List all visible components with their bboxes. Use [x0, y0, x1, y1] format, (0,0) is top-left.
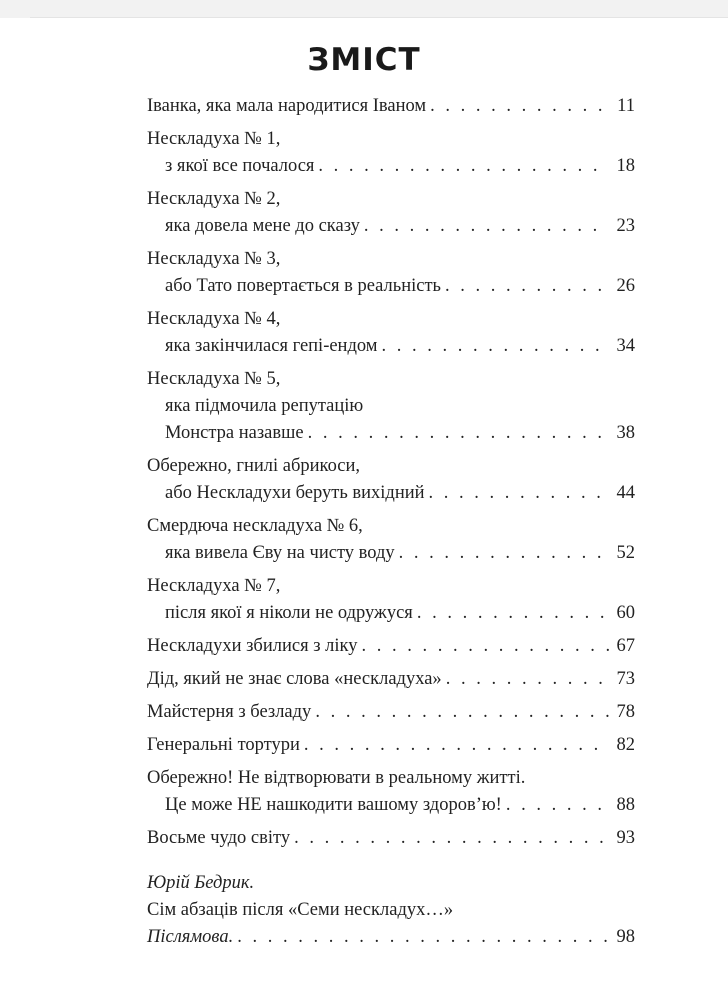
toc-entry-line [147, 699, 635, 726]
afterword-page-number: 98 [616, 927, 635, 947]
toc-entry-text: яка закінчилася гепі-ендом [165, 336, 378, 356]
toc-entry-line [147, 573, 635, 600]
leader-dots [399, 540, 609, 567]
toc-entry-text: Монстра назавше [165, 423, 304, 443]
toc-entry-text: Восьме чудо світу [147, 828, 291, 848]
section-spacer [147, 858, 635, 870]
toc-entry-text: Генеральні тортури [147, 735, 300, 755]
toc-entry-text: або Нескладухи беруть вихідний [165, 483, 425, 503]
toc-entry-line [147, 213, 635, 240]
toc-entry[interactable] [147, 366, 635, 447]
toc-page-number: 82 [616, 735, 635, 755]
toc-entry-text: Іванка, яка мала народитися Іваном [147, 96, 427, 116]
toc-entry-text: або Тато повертається в реальність [165, 276, 441, 296]
toc-entry-text: Обережно, гнилі абрикоси, [147, 456, 361, 476]
toc-entry-line [147, 453, 635, 480]
toc-entry-text: Нескладуха № 7, [147, 576, 281, 596]
toc-entry-text: Нескладуха № 3, [147, 249, 281, 269]
toc-entry-text: з якої все почалося [165, 156, 315, 176]
toc-entry-line [147, 333, 635, 360]
toc-page-number: 18 [616, 156, 635, 176]
toc-page-number: 34 [616, 336, 635, 356]
leader-dots [381, 333, 609, 360]
toc-entry-text: Нескладуха № 4, [147, 309, 281, 329]
leader-dots [429, 480, 609, 507]
toc-page-number: 11 [617, 96, 635, 116]
afterword-label: Післямова. [147, 927, 234, 947]
afterword-subtitle-line [147, 897, 635, 924]
toc-page-number: 26 [616, 276, 635, 296]
toc-page-number: 73 [616, 669, 635, 689]
leader-dots [362, 633, 610, 660]
toc-entry[interactable] [147, 126, 635, 180]
leader-dots [304, 732, 609, 759]
toc-page-number: 60 [616, 603, 635, 623]
leader-dots [417, 600, 609, 627]
leader-dots [506, 792, 609, 819]
toc-entry[interactable] [147, 765, 635, 819]
toc-entry[interactable] [147, 246, 635, 300]
toc-entry[interactable] [147, 699, 635, 726]
toc-entry[interactable] [147, 666, 635, 693]
toc-entry-text: Обережно! Не відтворювати в реальному житті. [147, 768, 526, 788]
toc-entry[interactable] [147, 633, 635, 660]
toc-entry-line [147, 93, 635, 120]
toc-entry-text: Дід, який не знає слова «нескладуха» [147, 669, 442, 689]
toc-entry-text: Майстерня з безладу [147, 702, 312, 722]
toc-entry-line [147, 273, 635, 300]
toc-entry-text: після якої я ніколи не одружуся [165, 603, 413, 623]
toc-entry[interactable] [147, 453, 635, 507]
toc-page-number: 93 [616, 828, 635, 848]
toc-entry-line [147, 366, 635, 393]
leader-dots [318, 153, 609, 180]
toc-entry-line [147, 633, 635, 660]
toc-entry-line [147, 480, 635, 507]
toc-entry[interactable] [147, 825, 635, 852]
toc-entry-text: Смердюча нескладуха № 6, [147, 516, 363, 536]
toc-entry-line [147, 420, 635, 447]
leader-dots [237, 924, 609, 951]
toc-entry-text: Нескладуха № 2, [147, 189, 281, 209]
leader-dots [446, 666, 609, 693]
toc-entry-line [147, 186, 635, 213]
leader-dots [294, 825, 609, 852]
toc-page-number: 44 [616, 483, 635, 503]
toc-entry-text: яка довела мене до сказу [165, 216, 360, 236]
toc-entry-line [147, 126, 635, 153]
leader-dots [364, 213, 609, 240]
toc-entry-line [147, 306, 635, 333]
leader-dots [315, 699, 609, 726]
toc-page-number: 67 [616, 636, 635, 656]
toc-entry-line [147, 153, 635, 180]
toc-entry-line [147, 513, 635, 540]
table-of-contents [147, 93, 635, 957]
toc-entry-line [147, 732, 635, 759]
toc-entry-text: яка вивела Єву на чисту воду [165, 543, 395, 563]
afterword-label-line [147, 924, 635, 951]
leader-dots [445, 273, 609, 300]
afterword-author-line [147, 870, 635, 897]
toc-page-number: 78 [616, 702, 635, 722]
leader-dots [308, 420, 609, 447]
leader-dots [430, 93, 609, 120]
toc-entry-text: Нескладухи збилися з ліку [147, 636, 358, 656]
toc-entry-line [147, 246, 635, 273]
toc-entries [147, 93, 635, 852]
toc-entry-line [147, 540, 635, 567]
toc-entry-line [147, 792, 635, 819]
toc-entry-text: Це може НЕ нашкодити вашому здоров’ю! [165, 795, 502, 815]
toc-entry-line [147, 666, 635, 693]
toc-page-number: 23 [616, 216, 635, 236]
page-title: ЗМІСТ [307, 42, 421, 78]
toc-entry[interactable] [147, 732, 635, 759]
toc-page-number: 88 [616, 795, 635, 815]
toc-entry[interactable] [147, 573, 635, 627]
afterword-author: Юрій Бедрик. [147, 873, 255, 893]
toc-page-number: 52 [616, 543, 635, 563]
toc-entry-text: яка підмочила репутацію [165, 396, 364, 416]
toc-entry[interactable] [147, 306, 635, 360]
toc-entry-line [147, 825, 635, 852]
toc-entry-line [147, 393, 635, 420]
toc-entry[interactable] [147, 93, 635, 120]
toc-entry-text: Нескладуха № 1, [147, 129, 281, 149]
toc-entry-text: Нескладуха № 5, [147, 369, 281, 389]
toc-entry[interactable] [147, 513, 635, 567]
afterword-entry [147, 870, 635, 951]
afterword-subtitle: Сім абзаців після «Семи нескладух…» [147, 900, 454, 920]
top-strip [0, 0, 728, 18]
toc-page-number: 38 [616, 423, 635, 443]
toc-entry-line [147, 600, 635, 627]
toc-entry[interactable] [147, 186, 635, 240]
toc-entry-line [147, 765, 635, 792]
